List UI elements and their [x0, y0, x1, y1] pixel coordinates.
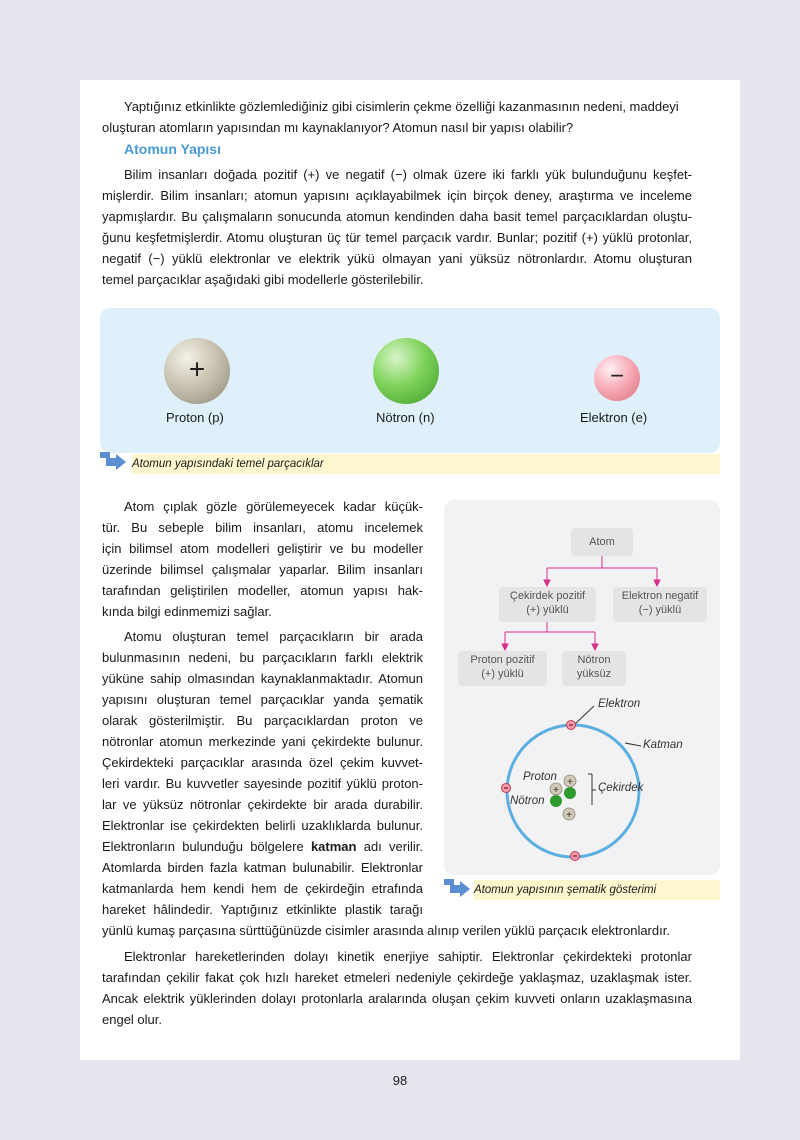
para3-line-8: leri vardır. Bu kuvvetler sayesinde pozitif yüklü proton- [102, 776, 423, 791]
particles-caption: Atomun yapısındaki temel parçacıklar [132, 454, 720, 474]
schema-caption-arrow-icon [444, 877, 472, 899]
shell-callout: Katman [643, 739, 683, 751]
proton-callout: Proton [523, 771, 557, 783]
schema-caption: Atomun yapısının şematik gösterimi [474, 880, 720, 900]
nucleus-callout: Çekirdek [598, 782, 644, 794]
para4-line-1: Elektronlar hareketlerinden dolayı kinetik enerjiye sahiptir. Elektronlar çekirdekteki protonlar [124, 949, 692, 964]
para3-line-13: katmanlarda hem kendi hem de çekirdeğin etrafında [102, 881, 423, 896]
para2-line-4: üzerinde bilimsel çalışmalar yaparlar. Bilim insanları [102, 562, 423, 577]
para3-line-10: Elektronlar ise çekirdekten belirli uzaklıklarda bulunur. [102, 818, 423, 833]
para3-line-4: yapısını oluşturan temel parçacıklar yanda şematik [102, 692, 423, 707]
electron-label: Elektron (e) [580, 410, 648, 425]
para4-line-3: Ancak elektrik yüklerinden dolayı protonlarla aralarında oluşan çekim kuvveti onların uzaklaşmasına [102, 991, 692, 1006]
caption-arrow-icon [100, 450, 128, 472]
para3-line-1: Atomu oluşturan temel parçacıkların bir arada [124, 629, 423, 644]
intro-line-2: oluşturan atomların yapısından mı kaynaklanıyor? Atomun nasıl bir yapısı olabilir? [102, 120, 574, 135]
nucleus-line-2: (+) yüklü [526, 604, 569, 616]
nucleus-line-1: Çekirdek pozitif [509, 590, 586, 602]
proton-positive-line-1: Proton pozitif [470, 654, 535, 666]
schema-connectors [444, 500, 720, 875]
page-number: 98 [392, 1073, 408, 1088]
proton-label: Proton (p) [166, 410, 224, 425]
para3-line-11 [102, 836, 423, 857]
para2-line-6: kında bilgi edinmemizi sağlar. [102, 604, 272, 619]
para3-line-15: yünlü kumaş parçasına sürttüğünüzde cisimler arasında alınıp verilen yüklü parçacık elektronlardır. [102, 923, 670, 938]
para1-line-3: yapmışlardır. Bu çalışmaların sonucunda atomun kendinden daha basit temel parçacıklardan oluştu- [102, 209, 692, 224]
para1-line-6: temel parçacıklar aşağıdaki gibi modellerle gösterilebilir. [102, 272, 424, 287]
katman-term: katman [310, 839, 357, 854]
para3-line-5: olarak gösterilmiştir. Bu parçacıklardan proton ve [102, 713, 423, 728]
atom-schema-panel [444, 500, 720, 875]
neutron-neutral-line-1: Nötron [577, 654, 611, 666]
para4-line-4: engel olur. [102, 1012, 162, 1027]
svg-text:+: + [566, 810, 572, 821]
para2-line-5: tarafından geliştirilen modeller, atomun yapısı hak- [102, 583, 423, 598]
para2-line-2: tür. Bu sebeple bilim insanları, atomu incelemek [102, 520, 423, 535]
plus-sign: + [188, 353, 206, 385]
proton-positive-line-2: (+) yüklü [481, 668, 524, 680]
intro-line-1: Yaptığınız etkinlikte gözlemlediğiniz gibi cisimlerin çekme özelliği kazanmasının nedeni, maddeyi [124, 99, 679, 114]
textbook-page [80, 80, 740, 1060]
minus-sign: − [609, 362, 624, 390]
para3-line-14: hareket hâlindedir. Yaptığınız etkinlikte plastik tarağı [102, 902, 423, 917]
electron-negative-box [613, 587, 707, 622]
para3-text-a: Elektronların bulunduğu bölgelere [102, 839, 304, 854]
electron-callout: Elektron [598, 698, 641, 710]
svg-text:+: + [553, 785, 559, 796]
section-heading: Atomun Yapısı [124, 141, 221, 157]
para1-line-5: negatif (−) yüklü elektronlar ve elektrik yükü olmayan yani yüksüz nötronlardır. Atomu oluşturan [102, 251, 692, 266]
neutron-callout: Nötron [510, 795, 545, 807]
para3-line-6: nötronlar atomun merkezinde yani çekirdekte bulunur. [102, 734, 423, 749]
para1-line-1: Bilim insanları doğada pozitif (+) ve negatif (−) olmak üzere iki farklı yük bulunduğunu keşfet- [124, 167, 692, 182]
para4-line-2: tarafından çekilir fakat çok hızlı hareket etmeleri nedeniyle çekirdeğe yaklaşmaz, uzaklaşmak ister. [102, 970, 692, 985]
neutron-ball [373, 338, 439, 404]
neutron-neutral-box [562, 651, 626, 686]
electron-ball [594, 355, 640, 401]
svg-text:+: + [567, 777, 573, 788]
para1-line-2: mişlerdir. Bilim insanları; atomun yapısını açıklayabilmek için birçok deney, araştırma ve inceleme [102, 188, 692, 203]
para3-line-2: bulunmasının nedeni, bu parçacıkların farklı elektrik [102, 650, 423, 665]
proton-positive-box [458, 651, 547, 686]
para3-line-3: yüküne sahip olmasından kaynaklanmaktadır. Atomun [102, 671, 423, 686]
proton-ball [164, 338, 230, 404]
electron-negative-line-1: Elektron negatif [621, 590, 699, 602]
atom-box: Atom [571, 528, 633, 556]
electron-negative-line-2: (−) yüklü [638, 604, 682, 616]
particles-panel [100, 308, 720, 453]
para1-line-4: ğunu keşfetmişlerdir. Atomu oluşturan üç tür temel parçacık vardır. Bunlar; pozitif (+) yüklü protonlar, [102, 230, 692, 245]
neutron-neutral-line-2: yüksüz [576, 668, 612, 680]
para3-line-7: Çekirdekteki parçacıklar arasında özel çekim kuvvet- [102, 755, 423, 770]
para2-line-1: Atom çıplak gözle görülemeyecek kadar küçük- [124, 499, 423, 514]
para3-line-9: lar ve yüksüz nötronlar çekirdekte bir arada durabilir. [102, 797, 423, 812]
neutron-label: Nötron (n) [376, 410, 435, 425]
para3-text-b: adı verilir. [363, 839, 423, 854]
para2-line-3: için bilimsel atom modelleri geliştirir ve bu modeller [102, 541, 423, 556]
nucleus-box [499, 587, 596, 622]
para3-line-12: Atomlarda birden fazla katman bulunabilir. Elektronlar [102, 860, 423, 875]
